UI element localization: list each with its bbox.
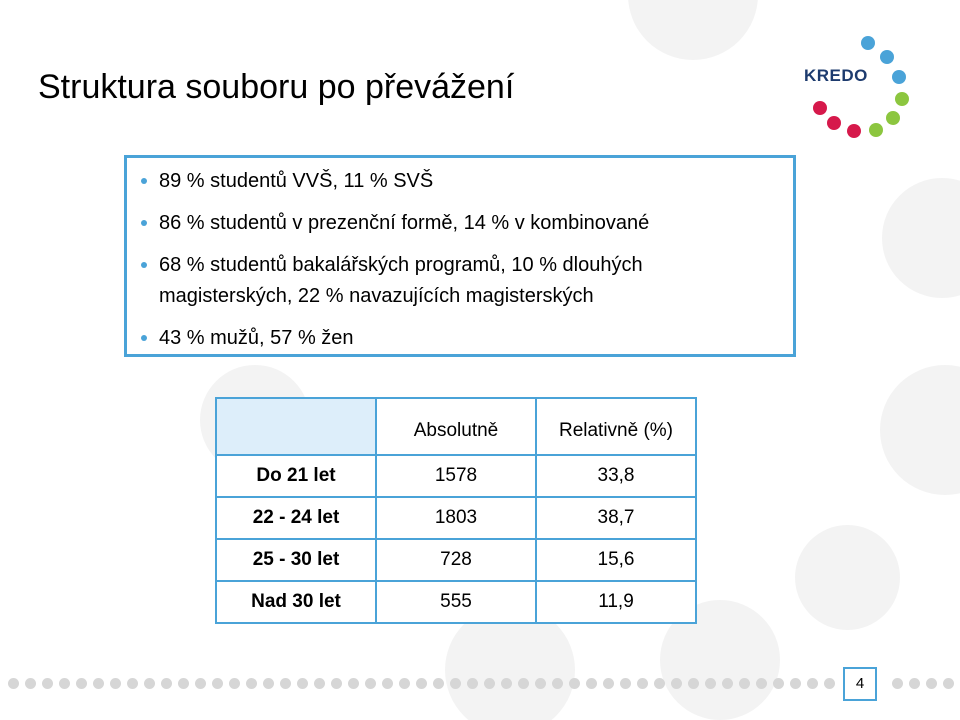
footer-dot <box>416 678 427 689</box>
absolute-value: 1803 <box>376 497 536 539</box>
footer-dot <box>127 678 138 689</box>
absolute-value: 555 <box>376 581 536 623</box>
footer-dot <box>518 678 529 689</box>
footer-dot-strip <box>0 678 960 692</box>
logo-text: KREDO <box>804 66 868 85</box>
table-row <box>216 539 696 581</box>
table-header-row <box>216 398 696 455</box>
footer-dot <box>110 678 121 689</box>
footer-dot <box>569 678 580 689</box>
footer-dot <box>382 678 393 689</box>
bullet-list <box>139 166 779 365</box>
footer-dot <box>297 678 308 689</box>
footer-dot <box>926 678 937 689</box>
footer-dot <box>773 678 784 689</box>
footer-dot <box>790 678 801 689</box>
row-label: 25 - 30 let <box>216 539 376 581</box>
footer-dot <box>161 678 172 689</box>
footer-dot <box>620 678 631 689</box>
footer-dot <box>467 678 478 689</box>
page-number: 4 <box>843 667 877 701</box>
footer-dot <box>637 678 648 689</box>
footer-dot <box>552 678 563 689</box>
background-circle <box>795 525 900 630</box>
bullet-item: 86 % studentů v prezenční formě, 14 % v kombinované <box>139 208 779 239</box>
footer-dot <box>671 678 682 689</box>
footer-dot <box>365 678 376 689</box>
footer-dot <box>25 678 36 689</box>
footer-dot <box>59 678 70 689</box>
table-header-corner <box>216 398 376 455</box>
footer-dot <box>688 678 699 689</box>
footer-dot <box>909 678 920 689</box>
logo-dot <box>886 111 900 125</box>
footer-dot <box>892 678 903 689</box>
footer-dot <box>229 678 240 689</box>
footer-dot <box>8 678 19 689</box>
footer-dot <box>535 678 546 689</box>
footer-dot <box>348 678 359 689</box>
footer-dot <box>603 678 614 689</box>
footer-dot <box>246 678 257 689</box>
footer-dot <box>705 678 716 689</box>
kredo-logo <box>788 28 928 143</box>
footer-dot <box>42 678 53 689</box>
bullet-item: 89 % studentů VVŠ, 11 % SVŠ <box>139 166 779 197</box>
footer-dot <box>263 678 274 689</box>
table-row <box>216 497 696 539</box>
footer-dot <box>76 678 87 689</box>
background-circle <box>882 178 960 298</box>
footer-dot <box>433 678 444 689</box>
page-title: Struktura souboru po převážení <box>38 68 515 106</box>
relative-value: 33,8 <box>536 455 696 497</box>
footer-dot <box>586 678 597 689</box>
footer-dot <box>722 678 733 689</box>
table-row <box>216 455 696 497</box>
footer-dot <box>280 678 291 689</box>
age-table <box>215 397 697 624</box>
logo-dot <box>895 92 909 106</box>
logo-dot <box>813 101 827 115</box>
row-label: Nad 30 let <box>216 581 376 623</box>
footer-dot <box>212 678 223 689</box>
footer-dot <box>943 678 954 689</box>
logo-dot <box>827 116 841 130</box>
footer-dot <box>93 678 104 689</box>
footer-dot <box>501 678 512 689</box>
table-header-relative: Relativně (%) <box>536 398 696 455</box>
logo-dot <box>847 124 861 138</box>
footer-dot <box>739 678 750 689</box>
absolute-value: 1578 <box>376 455 536 497</box>
footer-dot <box>450 678 461 689</box>
footer-dot <box>195 678 206 689</box>
footer-dot <box>807 678 818 689</box>
logo-dot <box>869 123 883 137</box>
bullet-item: 43 % mužů, 57 % žen <box>139 323 779 354</box>
footer-dot <box>756 678 767 689</box>
logo-dot <box>861 36 875 50</box>
footer-dot <box>178 678 189 689</box>
relative-value: 11,9 <box>536 581 696 623</box>
footer-dot <box>824 678 835 689</box>
absolute-value: 728 <box>376 539 536 581</box>
summary-box <box>124 155 796 357</box>
logo-dot <box>880 50 894 64</box>
table-header-absolute: Absolutně <box>376 398 536 455</box>
table-row <box>216 581 696 623</box>
row-label: Do 21 let <box>216 455 376 497</box>
footer-dot <box>331 678 342 689</box>
footer-dot <box>654 678 665 689</box>
footer-dot <box>144 678 155 689</box>
relative-value: 15,6 <box>536 539 696 581</box>
logo-dot <box>892 70 906 84</box>
footer-dot <box>399 678 410 689</box>
footer-dot <box>314 678 325 689</box>
footer-dot <box>484 678 495 689</box>
relative-value: 38,7 <box>536 497 696 539</box>
bullet-item: 68 % studentů bakalářských programů, 10 % dlouhých magisterských, 22 % navazujících magisterských <box>139 250 779 312</box>
row-label: 22 - 24 let <box>216 497 376 539</box>
background-circle <box>628 0 758 60</box>
background-circle <box>880 365 960 495</box>
